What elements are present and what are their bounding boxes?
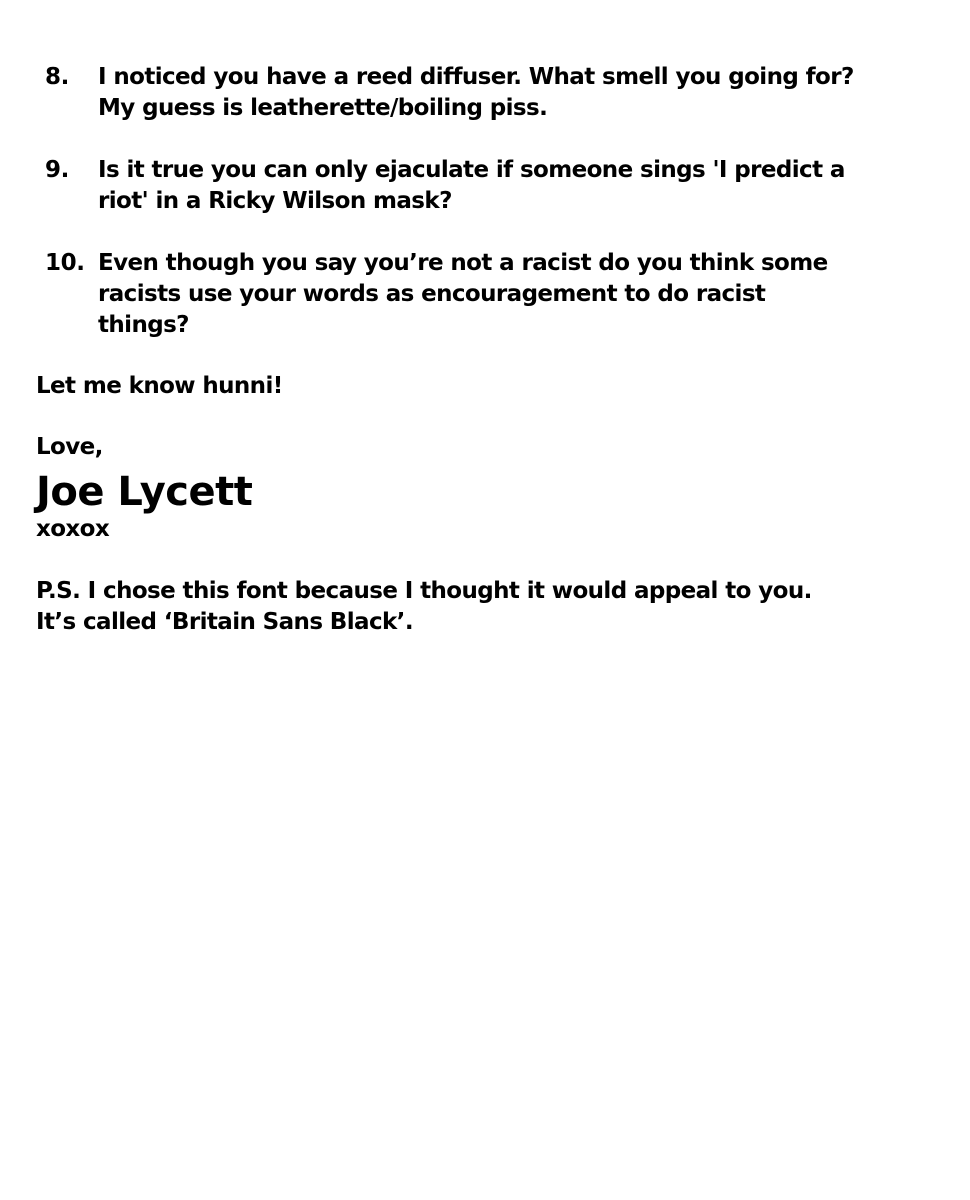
list-number: 9. [45,157,69,183]
list-item-text: Even though you say you’re not a racist do you think some racists use your words as encouragement to do racist things? [98,250,828,338]
list-number: 10. [45,250,85,276]
list-item-text: I noticed you have a reed diffuser. What smell you going for? My guess is leatherette/boiling piss. [98,64,854,121]
closing-line: Let me know hunni! [36,373,283,399]
list-item-text: Is it true you can only ejaculate if someone sings 'I predict a riot' in a Ricky Wilson mask? [98,157,845,214]
signature: Joe Lycett [36,469,253,515]
salutation: Love, [36,434,103,460]
kisses: xoxox [36,516,110,542]
postscript: P.S. I chose this font because I thought it would appeal to you. It’s called ‘Britain Sans Black’. [36,578,812,635]
list-number: 8. [45,64,69,90]
